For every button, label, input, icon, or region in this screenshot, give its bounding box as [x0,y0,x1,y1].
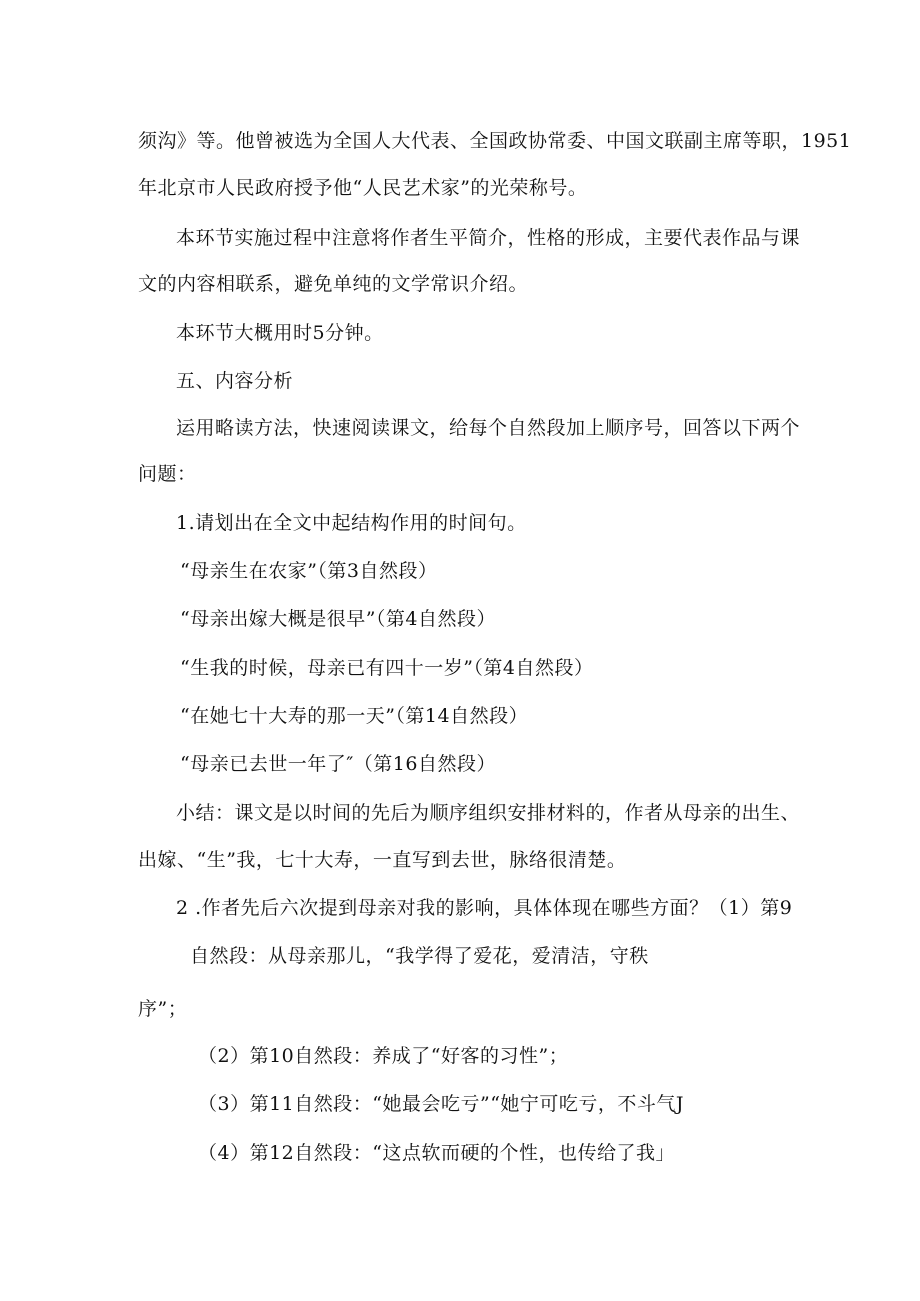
text-line: 须沟》等。他曾被选为全国人大代表、全国政协常委、中国文联副主席等职，1951 [138,130,852,152]
question-2: 2 .作者先后六次提到母亲对我的影响，具体体现在哪些方面？（1）第9 [176,897,793,919]
list-item: “母亲已去世一年了″（第16自然段） [180,753,496,775]
list-item: “生我的时候，母亲已有四十一岁”（第4自然段） [180,657,594,679]
list-item: （4）第12自然段：“这点软而硬的个性，也传给了我」 [198,1142,675,1164]
summary-line: 出嫁、“生”我，七十大寿，一直写到去世，脉络很清楚。 [138,849,627,871]
text-line: 运用略读方法，快速阅读课文，给每个自然段加上顺序号，回答以下两个 [176,417,801,439]
summary-line: 小结：课文是以时间的先后为顺序组织安排材料的，作者从母亲的出生、 [176,802,801,824]
question-1: 1.请划出在全文中起结构作用的时间句。 [176,512,527,534]
text-line: 本环节大概用时5分钟。 [176,322,384,344]
text-line: 年北京市人民政府授予他“人民艺术家”的光荣称号。 [138,177,588,199]
text-line: 序”； [138,998,188,1020]
list-item: （2）第10自然段：养成了“好客的习性”； [198,1045,569,1067]
text-line: 自然段：从母亲那儿，“我学得了爱花，爱清洁，守秩 [190,945,649,967]
section-heading: 五、内容分析 [176,370,294,392]
text-line: 文的内容相联系，避免单纯的文学常识介绍。 [138,273,529,295]
text-line: 本环节实施过程中注意将作者生平简介，性格的形成，主要代表作品与课 [176,227,801,249]
list-item: “母亲生在农家”（第3自然段） [180,560,438,582]
list-item: （3）第11自然段：“她最会吃亏”“她宁可吃亏，不斗气J [198,1093,685,1115]
list-item: “母亲出嫁大概是很早”（第4自然段） [180,608,497,630]
text-line: 问题： [138,463,197,485]
list-item: “在她七十大寿的那一天”（第14自然段） [180,705,529,727]
